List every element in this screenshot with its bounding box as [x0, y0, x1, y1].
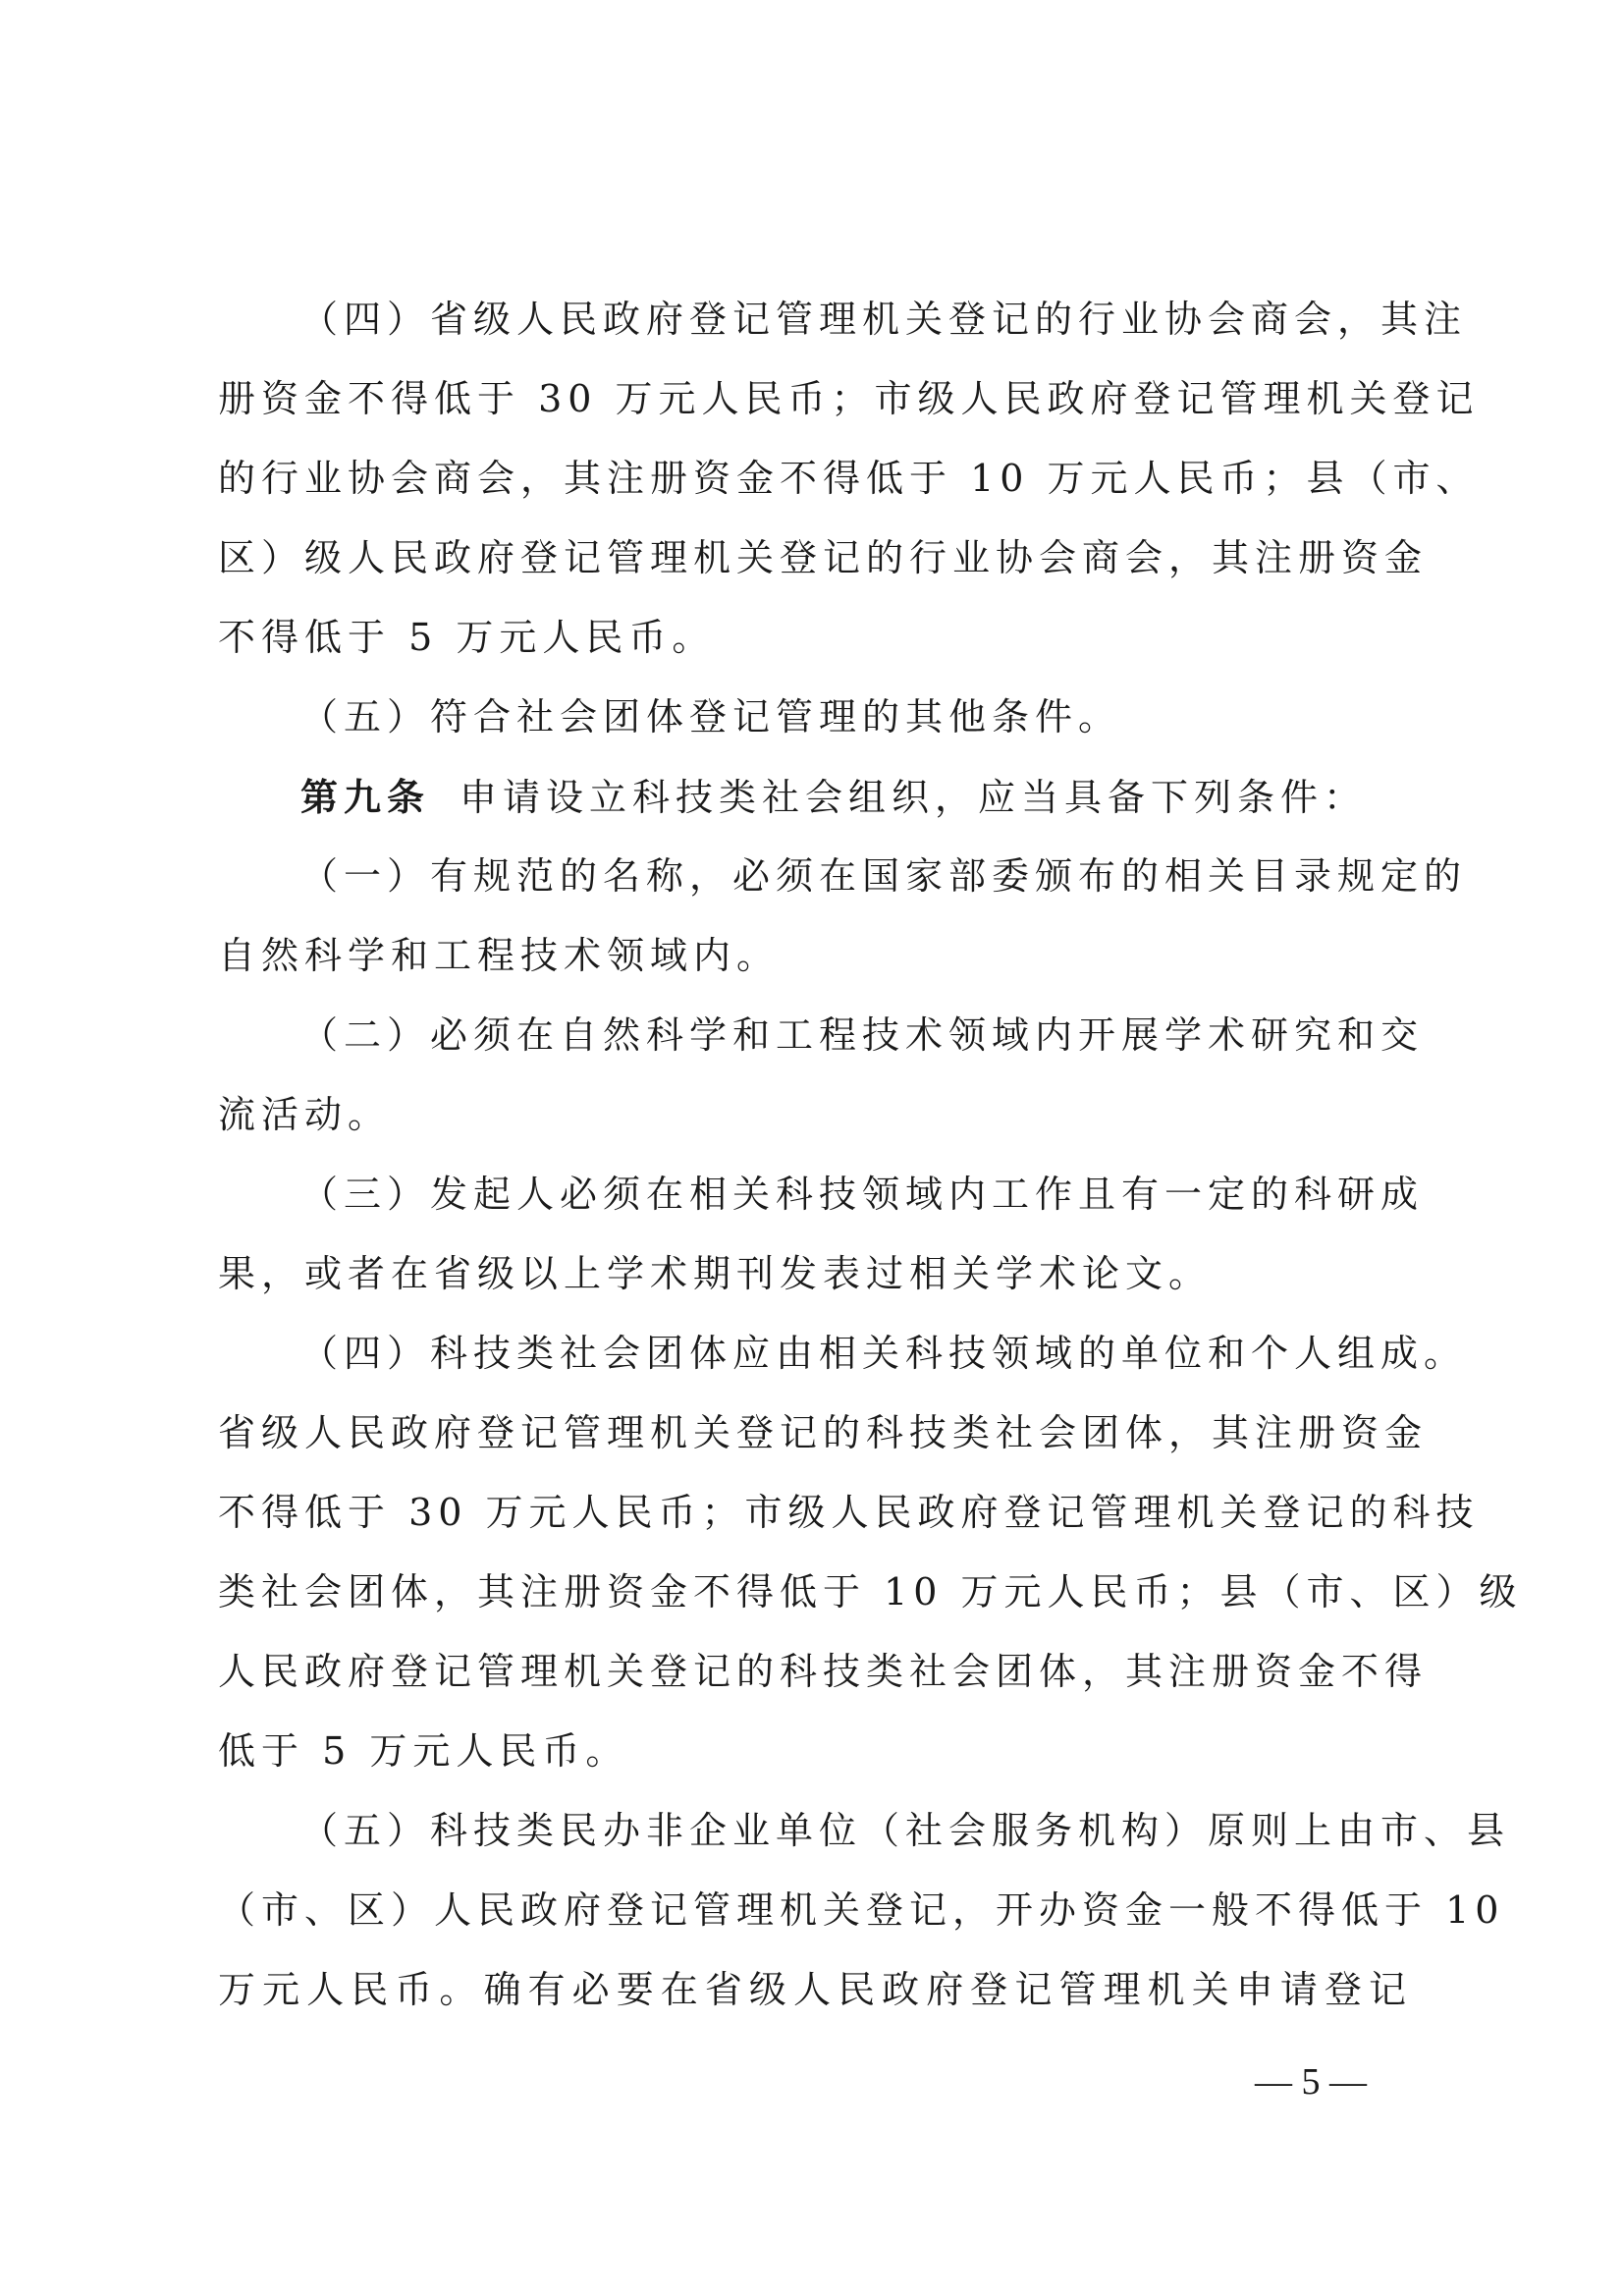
text-line: 万元人民币。确有必要在省级人民政府登记管理机关申请登记 — [218, 1968, 1412, 2011]
document-body — [218, 280, 1523, 2030]
paragraph-other-conditions — [218, 678, 1412, 757]
text-line: 区）级人民政府登记管理机关登记的行业协会商会，其注册资金 — [218, 536, 1429, 579]
text-line: 省级人民政府登记管理机关登记的科技类社会团体，其注册资金 — [218, 1411, 1429, 1454]
article-nine — [218, 757, 1412, 837]
text-line: （五）科技类民办非企业单位（社会服务机构）原则上由市、县 — [300, 1809, 1511, 1852]
text-line: 的行业协会商会，其注册资金不得低于 10 万元人民币；县（市、 — [218, 457, 1480, 500]
text-line: （五）符合社会团体登记管理的其他条件。 — [300, 695, 1122, 738]
text-line: （四）科技类社会团体应由相关科技领域的单位和个人组成。 — [300, 1332, 1468, 1375]
text-line: 不得低于 5 万元人民币。 — [218, 616, 716, 659]
text-line: 不得低于 30 万元人民币；市级人民政府登记管理机关登记的科技 — [218, 1491, 1480, 1534]
text-line: （三）发起人必须在相关科技领域内工作且有一定的科研成 — [300, 1173, 1425, 1216]
text-line — [218, 757, 1412, 837]
text-line: 人民政府登记管理机关登记的科技类社会团体，其注册资金不得 — [218, 1650, 1429, 1693]
paragraph-name-requirement — [218, 837, 1468, 996]
paragraph-initiator-requirement — [218, 1155, 1425, 1314]
text-line: 低于 5 万元人民币。 — [218, 1729, 629, 1773]
paragraph-private-nonenterprise — [218, 1791, 1511, 2030]
paragraph-industry-capital — [218, 280, 1480, 678]
text-line: （四）省级人民政府登记管理机关登记的行业协会商会，其注 — [300, 298, 1468, 341]
text-line: （二）必须在自然科学和工程技术领域内开展学术研究和交 — [300, 1013, 1425, 1057]
text-line: 类社会团体，其注册资金不得低于 10 万元人民币；县（市、区）级 — [218, 1570, 1523, 1613]
paragraph-research-requirement — [218, 996, 1425, 1155]
text-line: 果，或者在省级以上学术期刊发表过相关学术论文。 — [218, 1252, 1213, 1295]
text-line: 流活动。 — [218, 1093, 392, 1136]
text-line: 册资金不得低于 30 万元人民币；市级人民政府登记管理机关登记 — [218, 377, 1480, 420]
paragraph-tech-capital — [218, 1314, 1523, 1791]
text-line: （一）有规范的名称，必须在国家部委颁布的相关目录规定的 — [300, 854, 1468, 898]
page-number: — 5 — — [1255, 2061, 1367, 2103]
article-heading: 第九条 — [300, 775, 431, 819]
text-line: （市、区）人民政府登记管理机关登记，开办资金一般不得低于 10 — [218, 1888, 1505, 1932]
text-line: 自然科学和工程技术领域内。 — [218, 934, 781, 977]
article-text: 申请设立科技类社会组织，应当具备下列条件： — [460, 776, 1368, 819]
